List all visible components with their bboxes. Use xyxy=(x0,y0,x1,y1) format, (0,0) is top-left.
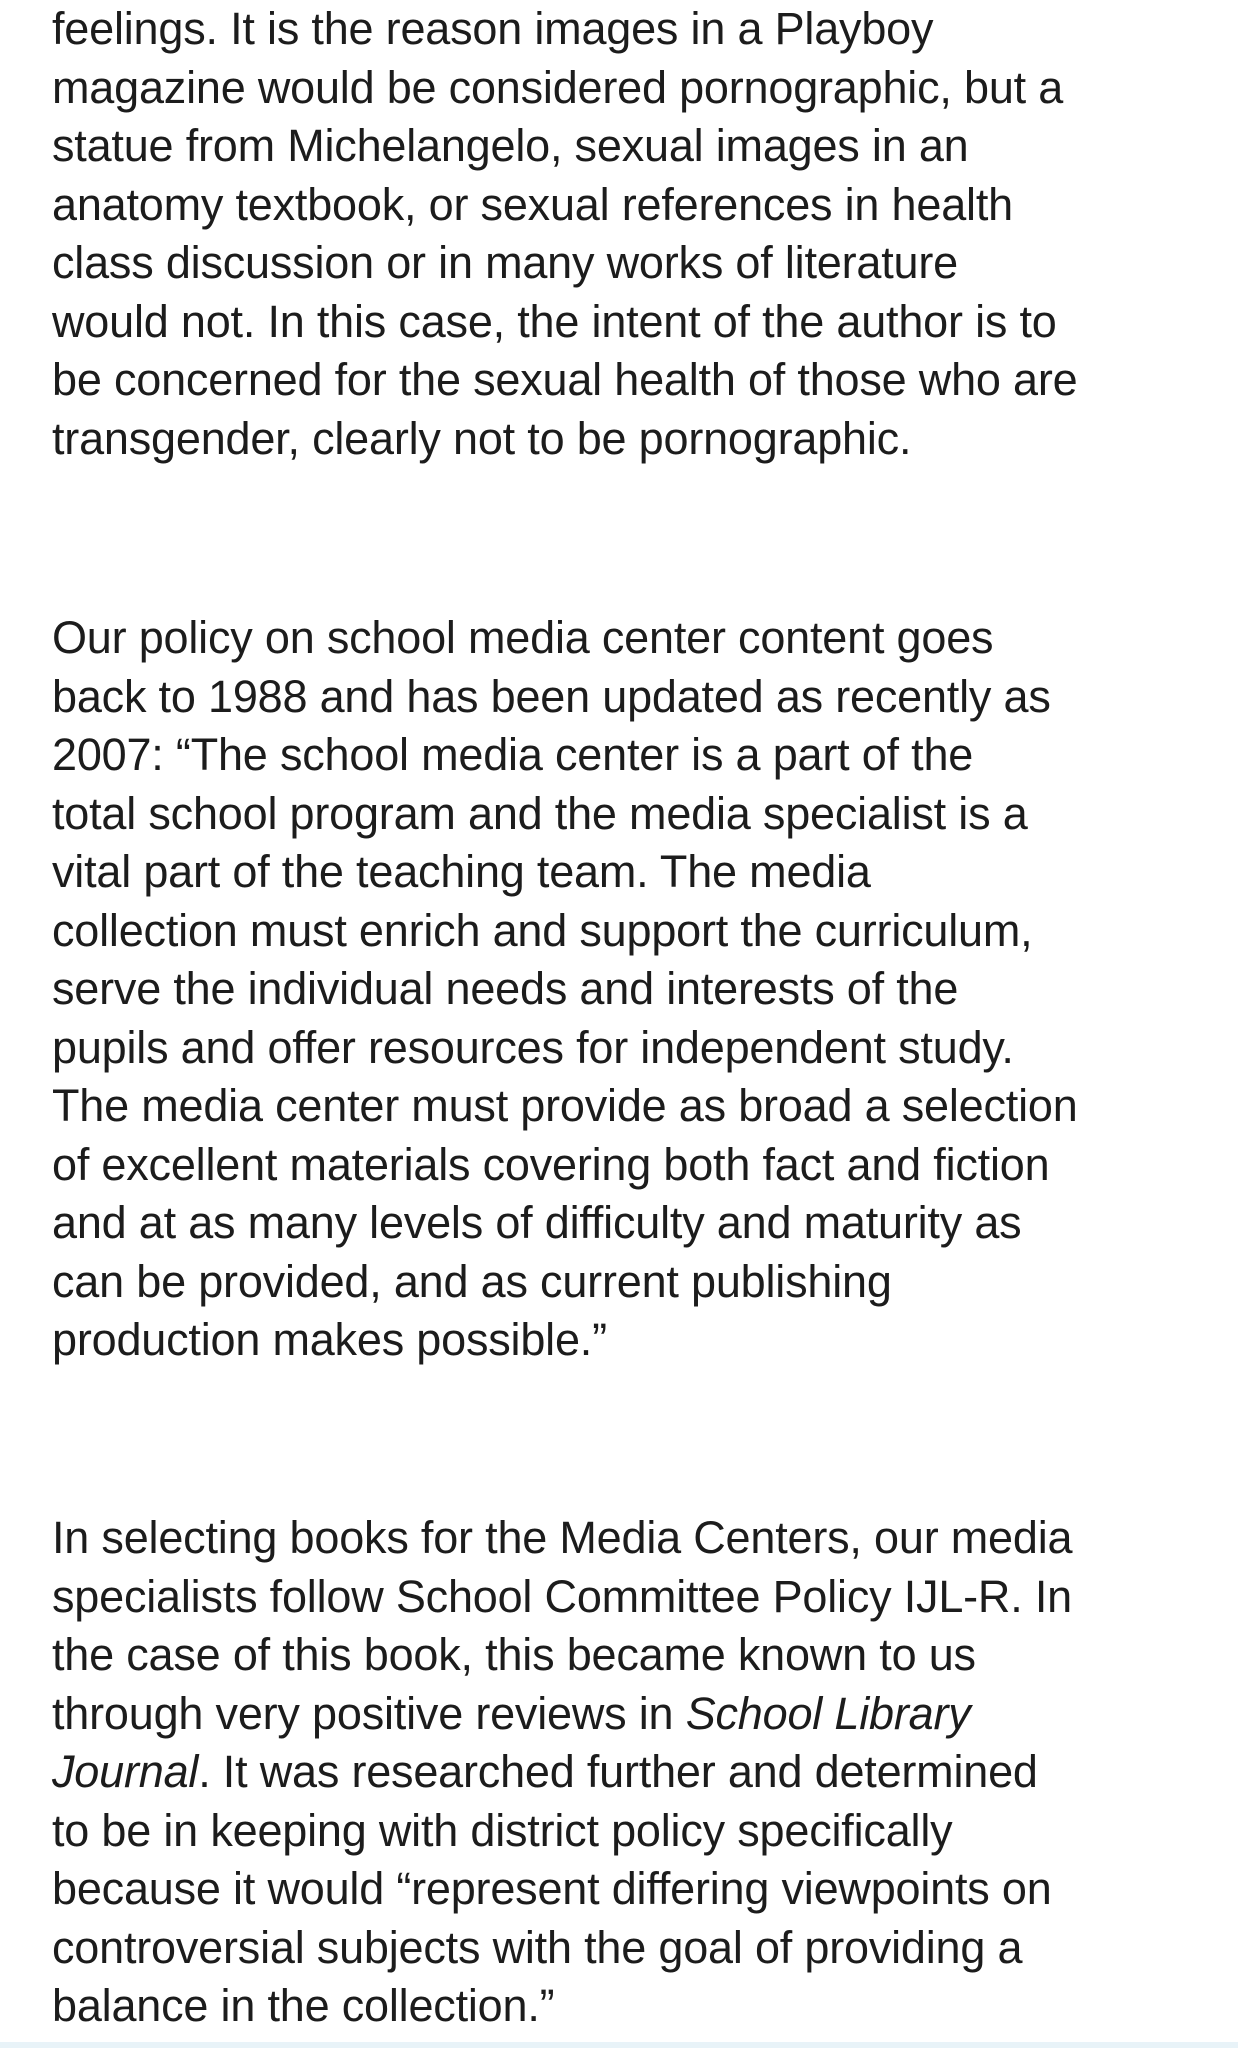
text-line: class discussion or in many works of literature xyxy=(52,237,958,288)
text-run: through very positive reviews in xyxy=(52,1687,686,1739)
text-line: specialists follow School Committee Policy IJL-R. In xyxy=(52,1570,1072,1622)
text-line: anatomy textbook, or sexual references in health xyxy=(52,178,1013,230)
journal-title-italic: School Library xyxy=(685,1687,971,1739)
text-line xyxy=(52,1743,1232,1802)
text-line: statue from Michelangelo, sexual images in an xyxy=(52,120,969,171)
journal-title-italic: Journal xyxy=(52,1746,199,1797)
text-line: magazine would be considered pornographic, but a xyxy=(52,61,1064,113)
text-line: be concerned for the sexual health of those who are xyxy=(52,354,1078,405)
text-line: serve the individual needs and interests of the xyxy=(52,963,959,1014)
text-line: vital part of the teaching team. The media xyxy=(52,846,871,897)
text-line: transgender, clearly not to be pornographic. xyxy=(52,412,912,464)
text-line: feelings. It is the reason images in a Playboy xyxy=(52,3,934,54)
text-line: and at as many levels of difficulty and maturity as xyxy=(52,1197,1022,1248)
paragraph-book-selection xyxy=(52,1509,1232,2036)
text-line xyxy=(52,1685,1232,1744)
text-line: production makes possible.” xyxy=(52,1314,607,1365)
text-line: would not. In this case, the intent of the author is to xyxy=(52,295,1057,347)
text-line: 2007: “The school media center is a part of the xyxy=(52,729,974,780)
text-line: because it would “represent differing viewpoints on xyxy=(52,1863,1052,1914)
paragraph-media-center-policy xyxy=(52,609,1232,1370)
text-line: of excellent materials covering both fact and fiction xyxy=(52,1138,1050,1190)
text-line: controversial subjects with the goal of providing a xyxy=(52,1921,1023,1973)
text-line: total school program and the media specialist is a xyxy=(52,787,1028,839)
text-line: the case of this book, this became known to us xyxy=(52,1629,976,1680)
bottom-edge-divider xyxy=(0,2042,1238,2048)
text-line: collection must enrich and support the curriculum, xyxy=(52,904,1033,956)
text-line: balance in the collection.” xyxy=(52,1980,555,2031)
text-line: can be provided, and as current publishing xyxy=(52,1255,892,1307)
text-line: Our policy on school media center content goes xyxy=(52,612,994,663)
text-run: . It was researched further and determined xyxy=(198,1746,1038,1797)
paragraph-obscenity-intent xyxy=(52,0,1232,468)
text-line: The media center must provide as broad a selection xyxy=(52,1080,1078,1131)
text-line: back to 1988 and has been updated as recently as xyxy=(52,670,1051,722)
text-line: In selecting books for the Media Centers, our media xyxy=(52,1512,1073,1563)
text-line: to be in keeping with district policy specifically xyxy=(52,1804,953,1856)
text-line: pupils and offer resources for independent study. xyxy=(52,1021,1014,1073)
